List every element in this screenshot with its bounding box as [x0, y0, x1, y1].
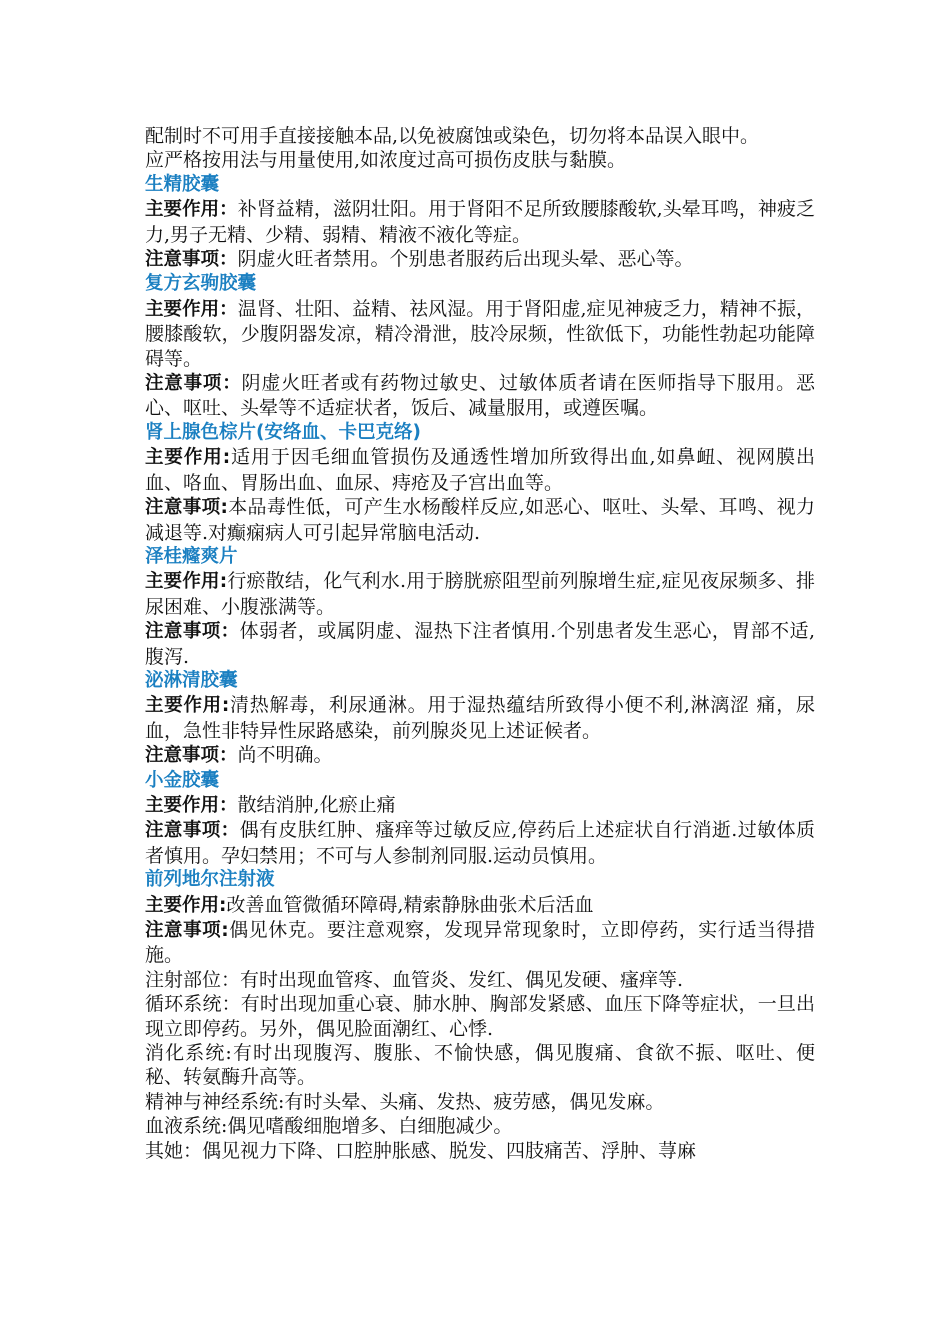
side-effect-paragraph: 精神与神经系统:有时头晕、头痛、发热、疲劳感，偶见发麻。 [145, 1090, 665, 1113]
function-label: 主要作用： [145, 794, 238, 816]
drug-caution [145, 495, 815, 545]
function-text: 适用于因毛细血管损伤及通透性增加所致得出血,如鼻衄、视网膜出血、咯血、胃肠出血、血尿、痔疮及子宫出血等。 [145, 446, 815, 494]
function-label: 主要作用： [145, 298, 238, 320]
drug-title: 肾上腺色棕片(安络血、卡巴克络) [145, 421, 421, 443]
drug-caution [145, 247, 815, 272]
drug-title: 复方玄驹胶囊 [145, 273, 257, 295]
function-label: 主要作用： [145, 199, 238, 221]
drug-title: 生精胶囊 [145, 173, 220, 195]
function-text: 补肾益精，滋阴壮阳。用于肾阳不足所致腰膝酸软,头晕耳鸣，神疲乏力,男子无精、少精、弱精、精液不液化等症。 [145, 198, 815, 246]
caution-text: 体弱者，或属阴虚、湿热下注者慎用.个别患者发生恶心，胃部不适,腹泻. [145, 620, 815, 668]
document-page [145, 124, 815, 1163]
function-label: 主要作用: [145, 894, 227, 916]
drug-caution [145, 619, 815, 669]
function-text: 散结消肿,化瘀止痛 [237, 793, 396, 816]
drug-function [145, 569, 815, 619]
drug-function [145, 893, 815, 918]
function-text: 清热解毒，利尿通淋。用于湿热蕴结所致得小便不利,淋漓涩 痛，尿血，急性非特异性尿路感染，前列腺炎见上述证候者。 [145, 694, 815, 742]
caution-label: 注意事项: [145, 920, 229, 941]
function-label: 主要作用: [145, 695, 230, 717]
function-text: 改善血管微循环障碍,精索静脉曲张术后活血 [226, 893, 594, 916]
drug-caution [145, 818, 815, 868]
caution-text: 本品毒性低，可产生水杨酸样反应,如恶心、呕吐、头晕、耳鸣、视力减退等.对癫痫病人可引起异常脑电活动. [145, 496, 815, 544]
drug-caution [145, 918, 815, 968]
drug-function [145, 297, 815, 371]
caution-label: 注意事项: [145, 497, 228, 519]
drug-caution [145, 743, 815, 768]
drug-title: 小金胶囊 [145, 769, 220, 791]
intro-paragraph: 配制时不可用手直接接触本品,以免被腐蚀或染色，切勿将本品误入眼中。 [145, 125, 760, 147]
intro-paragraph: 应严格按用法与用量使用,如浓度过高可损伤皮肤与黏膜。 [145, 149, 627, 172]
drug-caution [145, 371, 815, 421]
caution-text: 阴虚火旺者或有药物过敏史、过敏体质者请在医师指导下服用。恶心、呕吐、头晕等不适症状者，饭后、减量服用，或遵医嘱。 [145, 372, 815, 420]
function-text: 温肾、壮阳、益精、祛风湿。用于肾阳虚,症见神疲乏力，精神不振，腰膝酸软，少腹阴器发凉，精冷滑泄，肢冷尿频，性欲低下，功能性勃起功能障碍等。 [145, 297, 815, 370]
caution-text: 阴虚火旺者禁用。个别患者服药后出现头晕、恶心等。 [237, 248, 694, 271]
caution-text: 尚不明确。 [237, 744, 333, 767]
caution-text: 偶有皮肤红肿、瘙痒等过敏反应,停药后上述症状自行消逝.过敏体质者慎用。孕妇禁用；不可与人参制剂同服.运动员慎用。 [145, 819, 815, 867]
caution-label: 注意事项： [145, 249, 238, 271]
drug-function [145, 445, 815, 495]
side-effect-paragraph: 消化系统:有时出现腹泻、腹胀、不愉快感，偶见腹痛、食欲不振、呕吐、便秘、转氨酶升高等。 [145, 1042, 815, 1089]
side-effect-paragraph: 其她：偶见视力下降、口腔肿胀感、脱发、四肢痛苦、浮肿、荨麻 [145, 1139, 697, 1162]
function-text: 行瘀散结，化气利水.用于膀胱瘀阻型前列腺增生症,症见夜尿频多、排尿困难、小腹涨满等。 [145, 570, 815, 618]
caution-label: 注意事项： [145, 373, 242, 395]
side-effect-paragraph: 循环系统：有时出现加重心衰、肺水肿、胸部发紧感、血压下降等症状，一旦出现立即停药。另外，偶见脸面潮红、心悸. [145, 993, 815, 1040]
function-label: 主要作用: [145, 447, 231, 469]
drug-function [145, 793, 815, 818]
drug-function [145, 197, 815, 247]
caution-label: 注意事项： [145, 745, 238, 767]
drug-title: 泌淋清胶囊 [145, 669, 238, 691]
drug-title: 前列地尔注射液 [145, 869, 275, 891]
side-effect-paragraph: 注射部位：有时出现血管疼、血管炎、发红、偶见发硬、瘙痒等. [145, 968, 684, 991]
drug-function [145, 693, 815, 743]
caution-label: 注意事项： [145, 820, 240, 842]
function-label: 主要作用: [145, 571, 228, 593]
drug-title: 泽桂癃爽片 [145, 545, 238, 567]
side-effect-paragraph: 血液系统:偶见嗜酸细胞增多、白细胞减少。 [145, 1115, 513, 1138]
caution-text: 偶见休克。要注意观察，发现异常现象时，立即停药，实行适当得措施。 [145, 919, 815, 967]
caution-label: 注意事项： [145, 621, 240, 643]
